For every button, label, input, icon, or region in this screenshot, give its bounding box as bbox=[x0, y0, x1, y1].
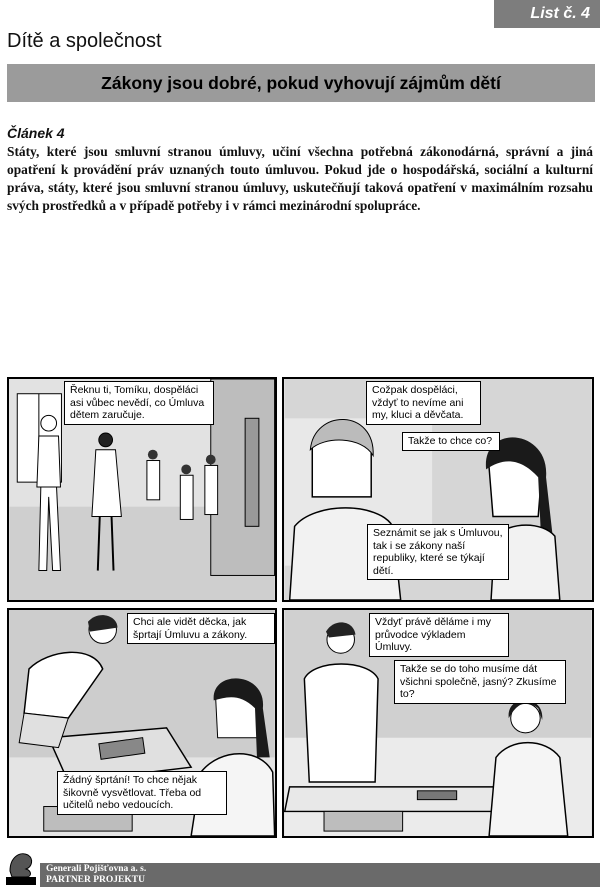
speech-bubble: Cožpak dospěláci, vždyť to nevíme ani my, kluci a děvčata. bbox=[366, 381, 481, 425]
speech-bubble: Řeknu ti, Tomíku, dospěláci asi vůbec nevědí, co Úmluva dětem zaručuje. bbox=[64, 381, 214, 425]
footer-partner-text bbox=[46, 864, 146, 886]
speech-bubble: Chci ale vidět děcka, jak šprtají Úmluvu a zákony. bbox=[127, 613, 275, 644]
document-title: Dítě a společnost bbox=[7, 30, 162, 52]
generali-lion-logo-icon bbox=[6, 849, 36, 885]
speech-bubble: Žádný šprtání! To chce nějak šikovně vysvětlovat. Třeba od učitelů nebo vedoucích. bbox=[57, 771, 227, 815]
topic-banner: Zákony jsou dobré, pokud vyhovují zájmům dětí bbox=[7, 64, 595, 102]
sheet-label: List č. 4 bbox=[494, 0, 600, 28]
comic-panel-4 bbox=[282, 608, 594, 838]
comic-panel-3 bbox=[7, 608, 277, 838]
footer-company: Generali Pojišťovna a. s. bbox=[46, 864, 147, 874]
comic-panel-1 bbox=[7, 377, 277, 602]
article-text: Státy, které jsou smluvní stranou úmluvy, učiní všechna potřebná zákonodárná, správní a jiná opatření k provádění práv uznaných touto úmluvou. Pokud jde o hospodářská, sociální a kulturní práva, státy, které jsou smluvní stranou úmluvy, uskutečňují taková opatření v maximálním rozsahu svých prostředků a v případě potřeby i v rámci mezinárodní spolupráce. bbox=[7, 144, 593, 213]
speech-bubble: Takže se do toho musíme dát všichni společně, jasný? Zkusíme to? bbox=[394, 660, 566, 704]
speech-bubble: Takže to chce co? bbox=[402, 432, 500, 451]
article-heading: Článek 4 bbox=[7, 125, 65, 141]
footer-partner-label: PARTNER PROJEKTU bbox=[46, 875, 145, 885]
speech-bubble: Seznámit se jak s Úmluvou, tak i se zákony naší republiky, které se týkají dětí. bbox=[367, 524, 509, 580]
speech-bubble: Vždyť právě děláme i my průvodce výkladem Úmluvy. bbox=[369, 613, 509, 657]
comic-panel-2 bbox=[282, 377, 594, 602]
